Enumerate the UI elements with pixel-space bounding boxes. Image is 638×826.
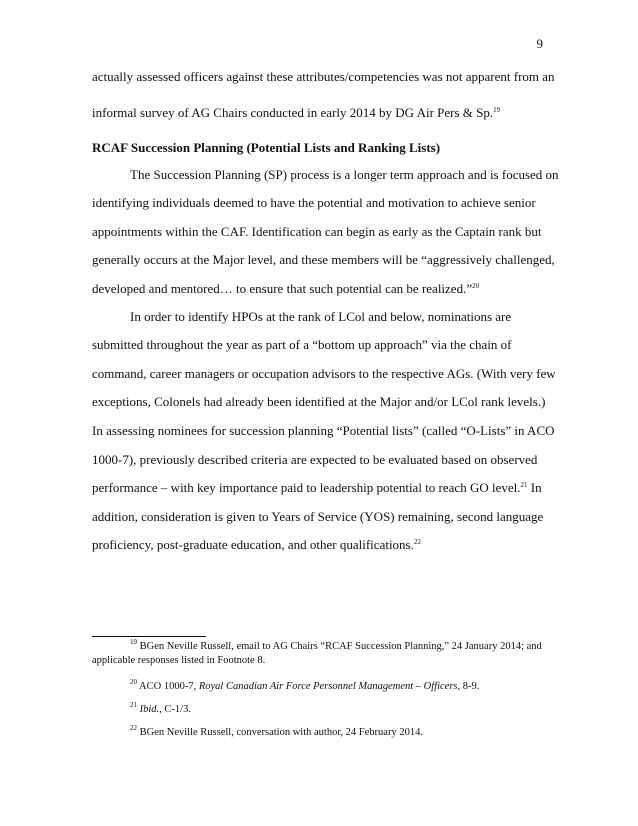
footnote-ref: 22 <box>413 538 421 546</box>
text-line: addition, consideration is given to Years of Service (YOS) remaining, second language <box>92 509 544 524</box>
footnote-ref: 19 <box>493 106 501 114</box>
text-line: informal survey of AG Chairs conducted in early 2014 by DG Air Pers & Sp.$^{19}$ <box>92 105 501 120</box>
text-line: command, career managers or occupation advisors to the respective AGs. (With very few <box>92 366 556 381</box>
text-line: 1000-7), previously described criteria are expected to be evaluated based on observed <box>92 452 538 467</box>
text-line: proficiency, post-graduate education, and other qualifications.$^{22}$ <box>92 537 421 552</box>
text-line: generally occurs at the Major level, and these members will be “aggressively challenged, <box>92 252 555 267</box>
footnote-22: $^{22}$ BGen Neville Russell, conversation with author, 24 February 2014. <box>130 724 423 738</box>
text-line: performance – with key importance paid to leadership potential to reach GO level.$^{21}$ In <box>92 480 542 495</box>
footnote-21: $^{21}$ Ibid., C-1/3. <box>130 701 191 715</box>
text-line: developed and mentored… to ensure that such potential can be realized.”$^{20}$ <box>92 281 480 296</box>
text-line: identifying individuals deemed to have the potential and motivation to achieve senior <box>92 195 536 210</box>
footnote-ref: 20 <box>472 282 480 290</box>
page-number: 9 <box>536 36 543 51</box>
text-line: submitted throughout the year as part of a “bottom up approach” via the chain of <box>92 337 512 352</box>
text-line: actually assessed officers against these attributes/competencies was not apparent from an <box>92 69 555 84</box>
text-line: appointments within the CAF. Identification can begin as early as the Captain rank but <box>92 224 542 239</box>
text-line: In order to identify HPOs at the rank of LCol and below, nominations are <box>130 309 512 324</box>
text-line: exceptions, Colonels had already been identified at the Major and/or LCol rank levels.) <box>92 394 546 409</box>
footnote-20: $^{20}$ ACO 1000-7, Royal Canadian Air Force Personnel Management – Officers, 8-9. <box>130 678 480 692</box>
text-line: The Succession Planning (SP) process is a longer term approach and is focused on <box>130 167 559 182</box>
footnote-ref: 21 <box>520 481 528 489</box>
footnote-19: $^{19}$ BGen Neville Russell, email to AG Chairs “RCAF Succession Planning,” 24 January 2014; and applicable responses listed in Footnote 8. <box>92 638 542 666</box>
text-line: In assessing nominees for succession planning “Potential lists” (called “O-Lists” in ACO <box>92 423 555 438</box>
footnote-separator <box>92 636 206 637</box>
section-heading: RCAF Succession Planning (Potential Lists and Ranking Lists) <box>92 140 441 155</box>
